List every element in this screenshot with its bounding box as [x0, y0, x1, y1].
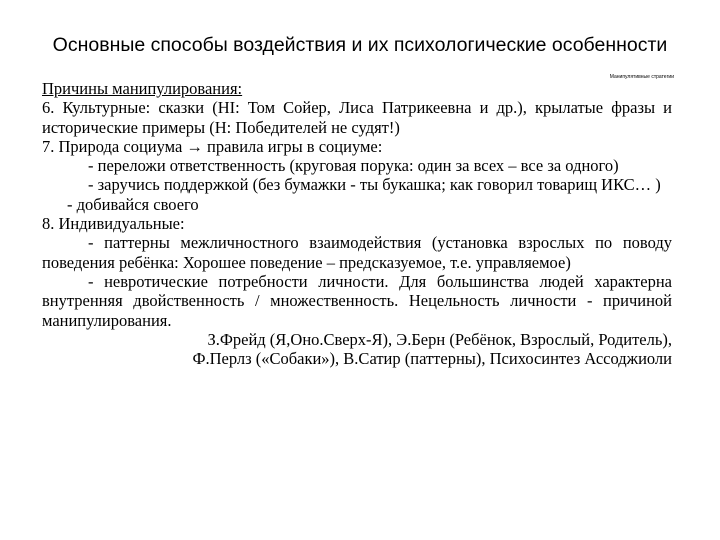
list-item-number: 7.	[42, 136, 55, 156]
slide-subtitle: Манипулятивные стратегии	[609, 74, 674, 80]
causes-heading-line	[42, 79, 672, 98]
slide-content	[42, 79, 672, 368]
social-rule-achieve: - добивайся своего	[67, 194, 199, 214]
list-item-8	[42, 214, 672, 233]
causes-heading: Причины манипулирования:	[42, 79, 243, 98]
slide-title: Основные способы воздействия и их психологические особенности	[52, 34, 668, 56]
list-item-text: Культурные: сказки (НІ: Том Сойер, Лиса Патрикеевна и др.), крылатые фразы и исторические примеры (Н: Победителей не судят!)	[42, 98, 672, 137]
list-item-number: 8.	[42, 214, 55, 234]
references-line-1: З.Фрейд (Я,Оно.Сверх-Я), Э.Берн (Ребёнок, Взрослый, Родитель),	[207, 329, 672, 349]
list-item-6	[42, 98, 672, 137]
list-item-7	[42, 137, 672, 156]
individual-patterns: - паттерны межличностного взаимодействия (установка взрослых по поводу поведения ребёнка: Хорошее поведение – предсказуемое, т.е. управляемое)	[42, 233, 672, 272]
references-line-2: Ф.Перлз («Собаки»), В.Сатир (паттерны), Психосинтез Ассоджиоли	[192, 349, 672, 369]
social-rule-shift-responsibility: - переложи ответственность (круговая порука: один за всех – все за одного)	[88, 156, 619, 176]
social-rule-get-support: - заручись поддержкой (без бумажки - ты букашка; как говорил товарищ ИКС… )	[88, 175, 661, 195]
list-item-number: 6.	[42, 98, 55, 118]
individual-neurotic-needs: - невротические потребности личности. Для большинства людей характерна внутренняя двойственность / множественность. Нецельность личности - причиной манипулирования.	[42, 271, 672, 330]
list-item-text: Природа социума → правила игры в социуме:	[58, 136, 383, 156]
list-item-text: Индивидуальные:	[58, 214, 185, 234]
